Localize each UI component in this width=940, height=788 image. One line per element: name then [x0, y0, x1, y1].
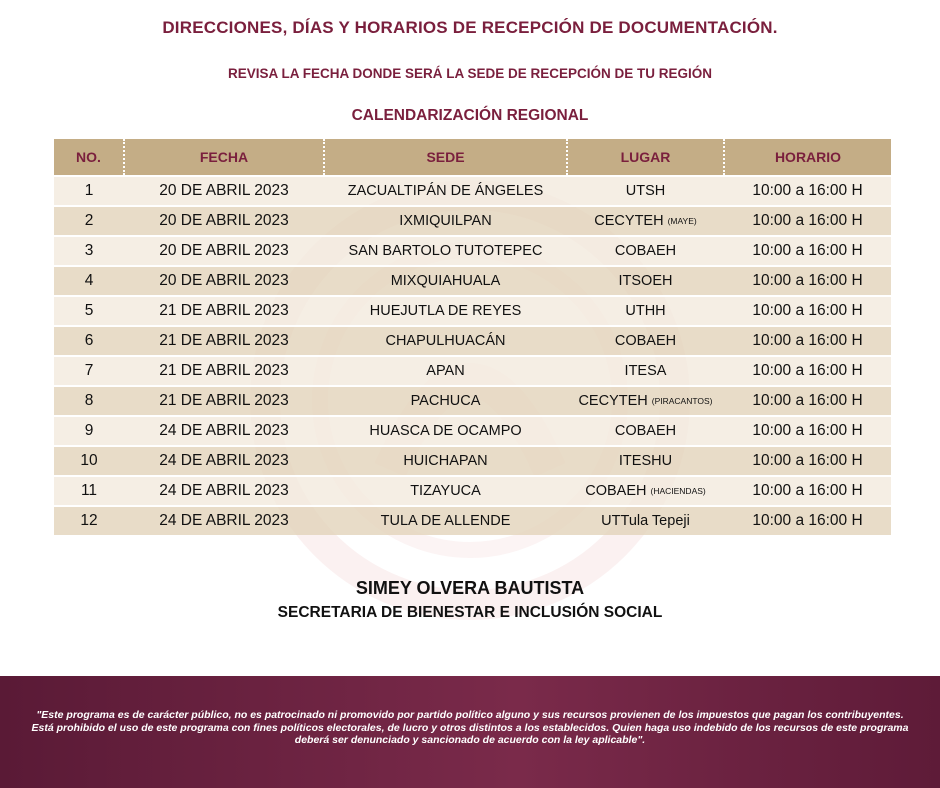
cell-fecha	[124, 176, 324, 206]
cell-lugar	[567, 446, 724, 476]
cell-sede	[324, 176, 567, 206]
cell-horario	[724, 236, 891, 266]
cell-horario	[724, 386, 891, 416]
cell-horario	[724, 506, 891, 535]
cell-sede-text: CHAPULHUACÁN	[385, 333, 506, 349]
table-header-row	[54, 139, 891, 176]
cell-lugar-text: ITSOEH	[618, 273, 673, 289]
column-header-fecha: FECHA	[124, 139, 324, 176]
cell-fecha	[124, 296, 324, 326]
cell-lugar	[567, 506, 724, 535]
cell-no-text: 2	[84, 212, 94, 229]
cell-lugar-note: (MAYE)	[667, 216, 697, 227]
cell-fecha	[124, 206, 324, 236]
column-header-lugar: LUGAR	[567, 139, 724, 176]
cell-fecha-text: 20 DE ABRIL 2023	[159, 212, 289, 229]
cell-horario	[724, 326, 891, 356]
cell-no-text: 5	[84, 302, 94, 319]
cell-fecha-text: 24 DE ABRIL 2023	[159, 422, 289, 439]
cell-lugar	[567, 386, 724, 416]
cell-horario-text: 10:00 a 16:00 H	[752, 272, 863, 289]
cell-lugar	[567, 206, 724, 236]
table-row	[54, 386, 891, 416]
cell-sede	[324, 326, 567, 356]
cell-no	[54, 326, 124, 356]
cell-fecha	[124, 266, 324, 296]
cell-sede	[324, 206, 567, 236]
cell-horario	[724, 176, 891, 206]
cell-horario-text: 10:00 a 16:00 H	[752, 512, 863, 529]
cell-no-text: 3	[84, 242, 94, 259]
cell-no-text: 6	[84, 332, 94, 349]
cell-lugar-text: COBAEH	[614, 423, 677, 439]
cell-no	[54, 176, 124, 206]
column-header-no: NO.	[54, 139, 124, 176]
cell-no	[54, 266, 124, 296]
cell-fecha-text: 20 DE ABRIL 2023	[159, 182, 289, 199]
page-title: DIRECCIONES, DÍAS Y HORARIOS DE RECEPCIÓN DE DOCUMENTACIÓN.	[162, 18, 778, 37]
cell-sede	[324, 386, 567, 416]
table-row	[54, 236, 891, 266]
schedule-table	[54, 139, 891, 535]
table-row	[54, 356, 891, 386]
cell-lugar	[567, 266, 724, 296]
cell-horario-text: 10:00 a 16:00 H	[752, 362, 863, 379]
table-row	[54, 326, 891, 356]
cell-lugar-text: UTSH	[625, 183, 666, 199]
cell-sede	[324, 416, 567, 446]
cell-sede-text: SAN BARTOLO TUTOTEPEC	[348, 243, 543, 259]
cell-no-text: 10	[80, 452, 98, 469]
cell-fecha-text: 20 DE ABRIL 2023	[159, 242, 289, 259]
cell-horario-text: 10:00 a 16:00 H	[752, 242, 863, 259]
cell-no-text: 8	[84, 392, 94, 409]
cell-lugar-text: ITESA	[624, 363, 667, 379]
cell-sede-text: HUASCA DE OCAMPO	[369, 423, 522, 439]
cell-lugar-text: ITESHU	[618, 453, 673, 469]
cell-sede	[324, 506, 567, 535]
cell-horario	[724, 266, 891, 296]
table-row	[54, 266, 891, 296]
cell-no-text: 1	[84, 182, 94, 199]
cell-no	[54, 476, 124, 506]
cell-lugar	[567, 176, 724, 206]
cell-fecha-text: 21 DE ABRIL 2023	[159, 392, 289, 409]
cell-fecha	[124, 446, 324, 476]
cell-lugar-text: COBAEH	[614, 333, 677, 349]
cell-no	[54, 416, 124, 446]
cell-no	[54, 236, 124, 266]
cell-fecha	[124, 476, 324, 506]
column-header-sede: SEDE	[324, 139, 567, 176]
cell-horario	[724, 476, 891, 506]
table-row	[54, 296, 891, 326]
page-subtitle: REVISA LA FECHA DONDE SERÁ LA SEDE DE RECEPCIÓN DE TU REGIÓN	[227, 66, 713, 81]
cell-no-text: 11	[80, 482, 98, 499]
cell-no	[54, 206, 124, 236]
cell-no-text: 7	[84, 362, 94, 379]
cell-lugar	[567, 356, 724, 386]
cell-sede-text: TIZAYUCA	[410, 483, 481, 499]
cell-sede-text: MIXQUIAHUALA	[390, 273, 501, 289]
cell-fecha-text: 21 DE ABRIL 2023	[159, 362, 289, 379]
cell-fecha-text: 21 DE ABRIL 2023	[159, 332, 289, 349]
cell-fecha	[124, 416, 324, 446]
cell-sede-text: PACHUCA	[410, 393, 481, 409]
cell-sede	[324, 266, 567, 296]
section-heading: CALENDARIZACIÓN REGIONAL	[351, 107, 589, 124]
cell-lugar-text: COBAEH	[614, 243, 677, 259]
cell-horario	[724, 356, 891, 386]
cell-fecha-text: 24 DE ABRIL 2023	[159, 512, 289, 529]
cell-fecha	[124, 236, 324, 266]
cell-horario-text: 10:00 a 16:00 H	[752, 332, 863, 349]
signature-role: SECRETARIA DE BIENESTAR E INCLUSIÓN SOCIAL	[277, 604, 663, 621]
cell-horario-text: 10:00 a 16:00 H	[752, 212, 863, 229]
table-row	[54, 446, 891, 476]
table-row	[54, 176, 891, 206]
cell-horario-text: 10:00 a 16:00 H	[752, 422, 863, 439]
column-header-horario: HORARIO	[724, 139, 891, 176]
cell-no-text: 4	[84, 272, 94, 289]
cell-horario	[724, 416, 891, 446]
cell-horario-text: 10:00 a 16:00 H	[752, 452, 863, 469]
cell-fecha	[124, 356, 324, 386]
cell-horario-text: 10:00 a 16:00 H	[752, 392, 863, 409]
cell-no-text: 9	[84, 422, 94, 439]
cell-fecha-text: 24 DE ABRIL 2023	[159, 452, 289, 469]
cell-no	[54, 296, 124, 326]
table-row	[54, 506, 891, 535]
footer-banner	[0, 676, 940, 788]
table-row	[54, 476, 891, 506]
cell-fecha	[124, 386, 324, 416]
cell-sede-text: ZACUALTIPÁN DE ÁNGELES	[347, 183, 544, 199]
cell-sede	[324, 236, 567, 266]
cell-lugar-text: CECYTEH	[578, 393, 648, 409]
cell-horario-text: 10:00 a 16:00 H	[752, 482, 863, 499]
cell-fecha	[124, 506, 324, 535]
cell-horario	[724, 296, 891, 326]
cell-horario-text: 10:00 a 16:00 H	[752, 182, 863, 199]
cell-lugar	[567, 476, 724, 506]
cell-fecha-text: 20 DE ABRIL 2023	[159, 272, 289, 289]
cell-no	[54, 386, 124, 416]
cell-no	[54, 446, 124, 476]
cell-horario	[724, 206, 891, 236]
cell-fecha	[124, 326, 324, 356]
cell-sede-text: APAN	[426, 363, 465, 379]
cell-lugar-text: COBAEH	[585, 483, 647, 499]
cell-horario	[724, 446, 891, 476]
cell-sede-text: IXMIQUILPAN	[399, 213, 492, 229]
cell-lugar	[567, 296, 724, 326]
cell-lugar-text: UTHH	[625, 303, 666, 319]
table-row	[54, 416, 891, 446]
cell-no	[54, 356, 124, 386]
cell-sede	[324, 476, 567, 506]
cell-fecha-text: 24 DE ABRIL 2023	[159, 482, 289, 499]
cell-lugar-text: CECYTEH	[594, 213, 664, 229]
cell-fecha-text: 21 DE ABRIL 2023	[159, 302, 289, 319]
cell-lugar-note: (PIRACANTOS)	[651, 396, 713, 407]
cell-lugar-text: UTTula Tepeji	[601, 513, 690, 529]
cell-lugar	[567, 326, 724, 356]
cell-sede-text: HUEJUTLA DE REYES	[369, 303, 522, 319]
cell-sede-text: HUICHAPAN	[403, 453, 488, 469]
cell-sede-text: TULA DE ALLENDE	[380, 513, 511, 529]
table-row	[54, 206, 891, 236]
cell-sede	[324, 296, 567, 326]
cell-lugar	[567, 416, 724, 446]
footer-disclaimer: "Este programa es de carácter público, no es patrocinado ni promovido por partido político alguno y sus recursos provienen de los impuestos que pagan los contribuyentes. Está prohibido el uso de este programa con fines políticos electorales, de lucro y otros distintos a los establecidos. Quien haga uso indebido de los recursos de este programa deberá ser denunciado y sancionado de acuerdo con la ley aplicable".	[31, 709, 909, 746]
cell-lugar-note: (HACIENDAS)	[650, 486, 706, 497]
cell-no-text: 12	[80, 512, 98, 529]
signature-name: SIMEY OLVERA BAUTISTA	[355, 578, 585, 598]
cell-sede	[324, 446, 567, 476]
cell-no	[54, 506, 124, 535]
cell-horario-text: 10:00 a 16:00 H	[752, 302, 863, 319]
cell-sede	[324, 356, 567, 386]
cell-lugar	[567, 236, 724, 266]
